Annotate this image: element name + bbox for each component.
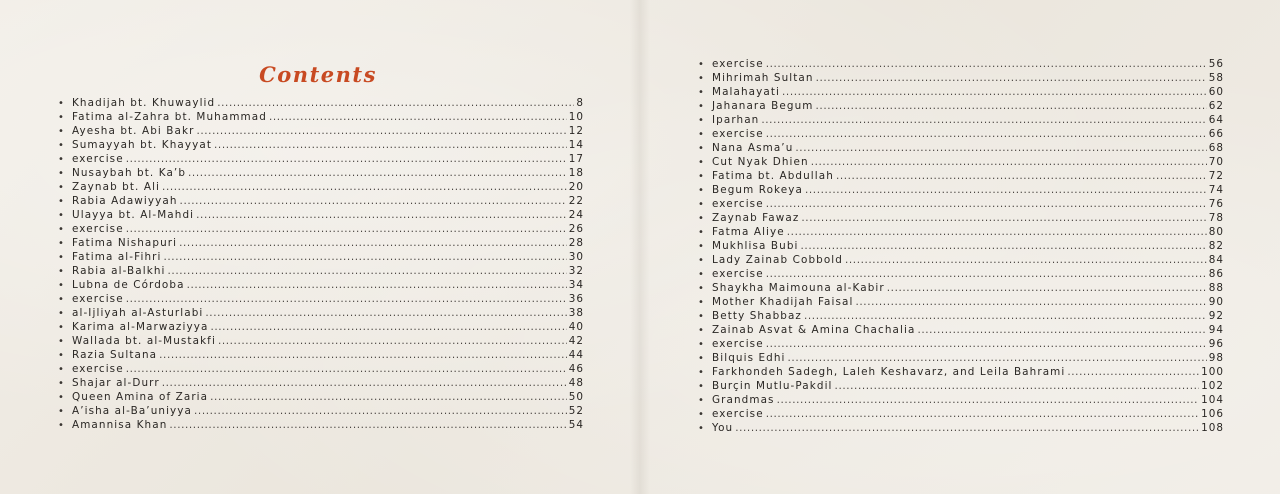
bullet-icon: • <box>698 143 705 154</box>
toc-entry <box>698 379 1224 393</box>
toc-page-number: 22 <box>568 195 584 207</box>
toc-page-number: 104 <box>1201 394 1224 406</box>
dot-leader <box>801 211 1206 225</box>
toc-entry-name: Fatima Nishapuri <box>72 237 178 249</box>
dot-leader <box>169 418 566 432</box>
toc-page-number: 88 <box>1208 282 1224 294</box>
toc-entry-name: You <box>712 422 734 434</box>
bullet-icon: • <box>58 140 65 151</box>
toc-entry-name: Rabia Adawiyyah <box>72 195 178 207</box>
toc-entry <box>58 348 584 362</box>
toc-entry <box>58 236 584 250</box>
toc-page-number: 24 <box>568 209 584 221</box>
bullet-icon: • <box>698 311 705 322</box>
toc-entry-name: Fatima al-Zahra bt. Muhammad <box>72 111 267 123</box>
toc-entry <box>58 124 584 138</box>
toc-entry-name: exercise <box>72 363 124 375</box>
bullet-icon: • <box>58 308 65 319</box>
toc-entry-name: Bilquis Edhi <box>712 352 786 364</box>
toc-entry <box>698 239 1224 253</box>
bullet-icon: • <box>58 126 65 137</box>
toc-entry <box>698 141 1224 155</box>
toc-entry-name: Karima al-Marwaziyya <box>72 321 209 333</box>
toc-entry <box>58 194 584 208</box>
toc-entry-name: Shaykha Maimouna al-Kabir <box>712 282 885 294</box>
bullet-icon: • <box>58 210 65 221</box>
bullet-icon: • <box>698 269 705 280</box>
bullet-icon: • <box>698 213 705 224</box>
toc-entry-name: Malahayati <box>712 86 781 98</box>
dot-leader <box>782 85 1207 99</box>
toc-entry <box>58 250 584 264</box>
bullet-icon: • <box>698 129 705 140</box>
toc-entry <box>58 138 584 152</box>
dot-leader <box>126 222 567 236</box>
toc-entry-name: Ulayya bt. Al-Mahdi <box>72 209 195 221</box>
toc-entry <box>698 253 1224 267</box>
toc-page-number: 94 <box>1208 324 1224 336</box>
bullet-icon: • <box>58 364 65 375</box>
dot-leader <box>269 110 567 124</box>
bullet-icon: • <box>58 252 65 263</box>
bullet-icon: • <box>698 255 705 266</box>
toc-entry-name: Sumayyah bt. Khayyat <box>72 139 213 151</box>
dot-leader <box>835 379 1200 393</box>
bullet-icon: • <box>698 59 705 70</box>
toc-entry <box>58 418 584 432</box>
toc-page-number: 34 <box>568 279 584 291</box>
toc-page-number: 98 <box>1208 352 1224 364</box>
toc-entry <box>698 323 1224 337</box>
dot-leader <box>761 113 1206 127</box>
toc-entry-name: Lady Zainab Cobbold <box>712 254 843 266</box>
toc-page-number: 86 <box>1208 268 1224 280</box>
bullet-icon: • <box>58 182 65 193</box>
toc-page-number: 12 <box>568 125 584 137</box>
dot-leader <box>787 225 1207 239</box>
toc-entry-name: Wallada bt. al-Mustakfi <box>72 335 216 347</box>
toc-page-number: 26 <box>568 223 584 235</box>
toc-page-number: 20 <box>568 181 584 193</box>
toc-page-number: 48 <box>568 377 584 389</box>
dot-leader <box>180 194 567 208</box>
toc-entry-name: exercise <box>72 153 124 165</box>
dot-leader <box>845 253 1207 267</box>
dot-leader <box>788 351 1207 365</box>
toc-entry <box>58 306 584 320</box>
toc-entry <box>58 278 584 292</box>
toc-page-number: 30 <box>568 251 584 263</box>
bullet-icon: • <box>58 112 65 123</box>
dot-leader <box>811 155 1207 169</box>
toc-entry-name: Burçin Mutlu-Pakdil <box>712 380 833 392</box>
toc-entry <box>698 393 1224 407</box>
toc-entry <box>698 127 1224 141</box>
toc-entry-name: Cut Nyak Dhien <box>712 156 809 168</box>
bullet-icon: • <box>58 322 65 333</box>
toc-entry-name: al-Ijliyah al-Asturlabi <box>72 307 204 319</box>
toc-entry-name: exercise <box>712 58 764 70</box>
dot-leader <box>735 421 1199 435</box>
toc-entry <box>698 295 1224 309</box>
toc-entry <box>58 166 584 180</box>
toc-entry-name: Nusaybah bt. Ka’b <box>72 167 187 179</box>
toc-entry-name: Lubna de Córdoba <box>72 279 185 291</box>
dot-leader <box>218 334 567 348</box>
dot-leader <box>162 376 567 390</box>
toc-page-number: 62 <box>1208 100 1224 112</box>
toc-entry <box>58 96 584 110</box>
toc-entry <box>698 155 1224 169</box>
bullet-icon: • <box>698 227 705 238</box>
toc-entry-name: Zaynab bt. Ali <box>72 181 161 193</box>
toc-page-number: 76 <box>1208 198 1224 210</box>
toc-page-number: 92 <box>1208 310 1224 322</box>
left-page <box>0 0 636 494</box>
dot-leader <box>816 99 1207 113</box>
bullet-icon: • <box>698 157 705 168</box>
toc-page-number: 46 <box>568 363 584 375</box>
toc-page-number: 108 <box>1201 422 1224 434</box>
bullet-icon: • <box>58 280 65 291</box>
toc-page-number: 56 <box>1208 58 1224 70</box>
toc-entry-name: Razia Sultana <box>72 349 158 361</box>
dot-leader <box>205 306 566 320</box>
toc-entry <box>58 180 584 194</box>
toc-entry <box>698 169 1224 183</box>
bullet-icon: • <box>698 171 705 182</box>
toc-entry <box>58 110 584 124</box>
toc-entry <box>698 85 1224 99</box>
toc-entry <box>698 267 1224 281</box>
toc-entry <box>58 292 584 306</box>
toc-page-number: 28 <box>568 237 584 249</box>
dot-leader <box>766 337 1207 351</box>
bullet-icon: • <box>58 168 65 179</box>
bullet-icon: • <box>698 395 705 406</box>
dot-leader <box>164 250 567 264</box>
dot-leader <box>196 208 567 222</box>
toc-entry-name: Nana Asma’u <box>712 142 794 154</box>
bullet-icon: • <box>698 185 705 196</box>
dot-leader <box>194 404 567 418</box>
toc-entry <box>698 99 1224 113</box>
toc-entry <box>58 362 584 376</box>
toc-entry-name: Ayesha bt. Abi Bakr <box>72 125 195 137</box>
toc-entry <box>58 334 584 348</box>
bullet-icon: • <box>698 339 705 350</box>
toc-entry-name: Fatma Aliye <box>712 226 785 238</box>
toc-entry-name: Mihrimah Sultan <box>712 72 814 84</box>
toc-entry-name: Begum Rokeya <box>712 184 803 196</box>
dot-leader <box>214 138 567 152</box>
dot-leader <box>777 393 1200 407</box>
dot-leader <box>816 71 1207 85</box>
toc-entry <box>58 404 584 418</box>
toc-entry <box>698 113 1224 127</box>
bullet-icon: • <box>698 283 705 294</box>
toc-entry <box>698 197 1224 211</box>
toc-entry-name: A’isha al-Ba’uniyya <box>72 405 193 417</box>
bullet-icon: • <box>58 98 65 109</box>
toc-entry <box>698 57 1224 71</box>
toc-page-number: 90 <box>1208 296 1224 308</box>
dot-leader <box>179 236 567 250</box>
toc-page-number: 44 <box>568 349 584 361</box>
bullet-icon: • <box>698 101 705 112</box>
bullet-icon: • <box>698 367 705 378</box>
toc-entry <box>698 351 1224 365</box>
bullet-icon: • <box>58 266 65 277</box>
bullet-icon: • <box>698 73 705 84</box>
dot-leader <box>836 169 1207 183</box>
bullet-icon: • <box>58 294 65 305</box>
toc-page-number: 8 <box>576 97 584 109</box>
toc-page-number: 80 <box>1208 226 1224 238</box>
bullet-icon: • <box>698 325 705 336</box>
toc-entry <box>698 225 1224 239</box>
toc-page-number: 54 <box>568 419 584 431</box>
toc-entry-name: exercise <box>712 198 764 210</box>
bullet-icon: • <box>698 199 705 210</box>
toc-entry <box>698 337 1224 351</box>
toc-entry-name: exercise <box>72 293 124 305</box>
bullet-icon: • <box>58 238 65 249</box>
toc-entry <box>58 376 584 390</box>
dot-leader <box>805 183 1207 197</box>
toc-page-number: 64 <box>1208 114 1224 126</box>
toc-page-number: 42 <box>568 335 584 347</box>
dot-leader <box>766 57 1207 71</box>
toc-list-left <box>58 96 584 432</box>
bullet-icon: • <box>698 409 705 420</box>
dot-leader <box>196 124 566 138</box>
toc-entry-name: Queen Amina of Zaria <box>72 391 209 403</box>
toc-page-number: 50 <box>568 391 584 403</box>
toc-entry <box>58 264 584 278</box>
toc-page-number: 18 <box>568 167 584 179</box>
toc-entry <box>698 183 1224 197</box>
toc-entry <box>698 211 1224 225</box>
toc-page-number: 66 <box>1208 128 1224 140</box>
toc-entry-name: Rabia al-Balkhi <box>72 265 166 277</box>
toc-entry <box>698 365 1224 379</box>
toc-entry-name: Zaynab Fawaz <box>712 212 800 224</box>
dot-leader <box>795 141 1206 155</box>
dot-leader <box>210 390 567 404</box>
toc-page-number: 68 <box>1208 142 1224 154</box>
toc-entry <box>698 407 1224 421</box>
dot-leader <box>855 295 1206 309</box>
bullet-icon: • <box>58 196 65 207</box>
toc-page-number: 17 <box>568 153 584 165</box>
toc-page-number: 72 <box>1208 170 1224 182</box>
bullet-icon: • <box>58 224 65 235</box>
toc-entry-name: exercise <box>712 338 764 350</box>
toc-entry-name: exercise <box>712 268 764 280</box>
toc-list-right <box>698 57 1224 435</box>
toc-page-number: 58 <box>1208 72 1224 84</box>
bullet-icon: • <box>698 297 705 308</box>
toc-page-number: 60 <box>1208 86 1224 98</box>
bullet-icon: • <box>698 115 705 126</box>
dot-leader <box>917 323 1206 337</box>
bullet-icon: • <box>698 423 705 434</box>
dot-leader <box>1067 365 1199 379</box>
dot-leader <box>168 264 567 278</box>
bullet-icon: • <box>58 406 65 417</box>
toc-page-number: 82 <box>1208 240 1224 252</box>
right-page <box>644 0 1280 494</box>
contents-title: Contents <box>259 62 377 87</box>
toc-page-number: 74 <box>1208 184 1224 196</box>
toc-entry-name: Jahanara Begum <box>712 100 814 112</box>
dot-leader <box>159 348 567 362</box>
toc-entry-name: Shajar al-Durr <box>72 377 160 389</box>
bullet-icon: • <box>58 378 65 389</box>
toc-entry-name: Fatima al-Fihri <box>72 251 162 263</box>
toc-page-number: 100 <box>1201 366 1224 378</box>
toc-entry-name: Khadijah bt. Khuwaylid <box>72 97 216 109</box>
toc-entry <box>698 71 1224 85</box>
toc-page-number: 38 <box>568 307 584 319</box>
dot-leader <box>766 197 1207 211</box>
dot-leader <box>766 127 1207 141</box>
dot-leader <box>801 239 1207 253</box>
dot-leader <box>126 292 567 306</box>
toc-entry-name: exercise <box>712 128 764 140</box>
dot-leader <box>887 281 1207 295</box>
toc-entry-name: Betty Shabbaz <box>712 310 802 322</box>
bullet-icon: • <box>58 336 65 347</box>
toc-entry-name: Amannisa Khan <box>72 419 168 431</box>
toc-entry <box>58 320 584 334</box>
bullet-icon: • <box>58 420 65 431</box>
toc-entry-name: Iparhan <box>712 114 760 126</box>
bullet-icon: • <box>58 392 65 403</box>
toc-entry <box>58 222 584 236</box>
toc-page-number: 78 <box>1208 212 1224 224</box>
toc-entry <box>698 421 1224 435</box>
toc-page-number: 70 <box>1208 156 1224 168</box>
toc-entry <box>698 309 1224 323</box>
toc-page-number: 102 <box>1201 380 1224 392</box>
toc-entry <box>58 208 584 222</box>
toc-entry-name: exercise <box>72 223 124 235</box>
dot-leader <box>217 96 574 110</box>
toc-entry-name: Grandmas <box>712 394 775 406</box>
bullet-icon: • <box>698 241 705 252</box>
toc-entry-name: Fatima bt. Abdullah <box>712 170 834 182</box>
toc-page-number: 106 <box>1201 408 1224 420</box>
bullet-icon: • <box>698 353 705 364</box>
toc-page-number: 32 <box>568 265 584 277</box>
toc-entry <box>698 281 1224 295</box>
toc-entry-name: Mukhlisa Bubi <box>712 240 799 252</box>
toc-page-number: 10 <box>568 111 584 123</box>
dot-leader <box>804 309 1207 323</box>
dot-leader <box>126 152 567 166</box>
toc-page-number: 96 <box>1208 338 1224 350</box>
bullet-icon: • <box>58 350 65 361</box>
toc-page-number: 36 <box>568 293 584 305</box>
toc-entry-name: Zainab Asvat & Amina Chachalia <box>712 324 916 336</box>
dot-leader <box>766 407 1199 421</box>
dot-leader <box>188 166 567 180</box>
bullet-icon: • <box>698 381 705 392</box>
toc-page-number: 14 <box>568 139 584 151</box>
toc-page-number: 40 <box>568 321 584 333</box>
dot-leader <box>210 320 566 334</box>
bullet-icon: • <box>58 154 65 165</box>
dot-leader <box>187 278 567 292</box>
toc-entry-name: Mother Khadijah Faisal <box>712 296 854 308</box>
bullet-icon: • <box>698 87 705 98</box>
dot-leader <box>126 362 567 376</box>
dot-leader <box>162 180 567 194</box>
toc-page-number: 52 <box>568 405 584 417</box>
toc-entry <box>58 390 584 404</box>
toc-entry-name: exercise <box>712 408 764 420</box>
toc-entry-name: Farkhondeh Sadegh, Laleh Keshavarz, and Leila Bahrami <box>712 366 1066 378</box>
toc-entry <box>58 152 584 166</box>
dot-leader <box>766 267 1207 281</box>
toc-page-number: 84 <box>1208 254 1224 266</box>
